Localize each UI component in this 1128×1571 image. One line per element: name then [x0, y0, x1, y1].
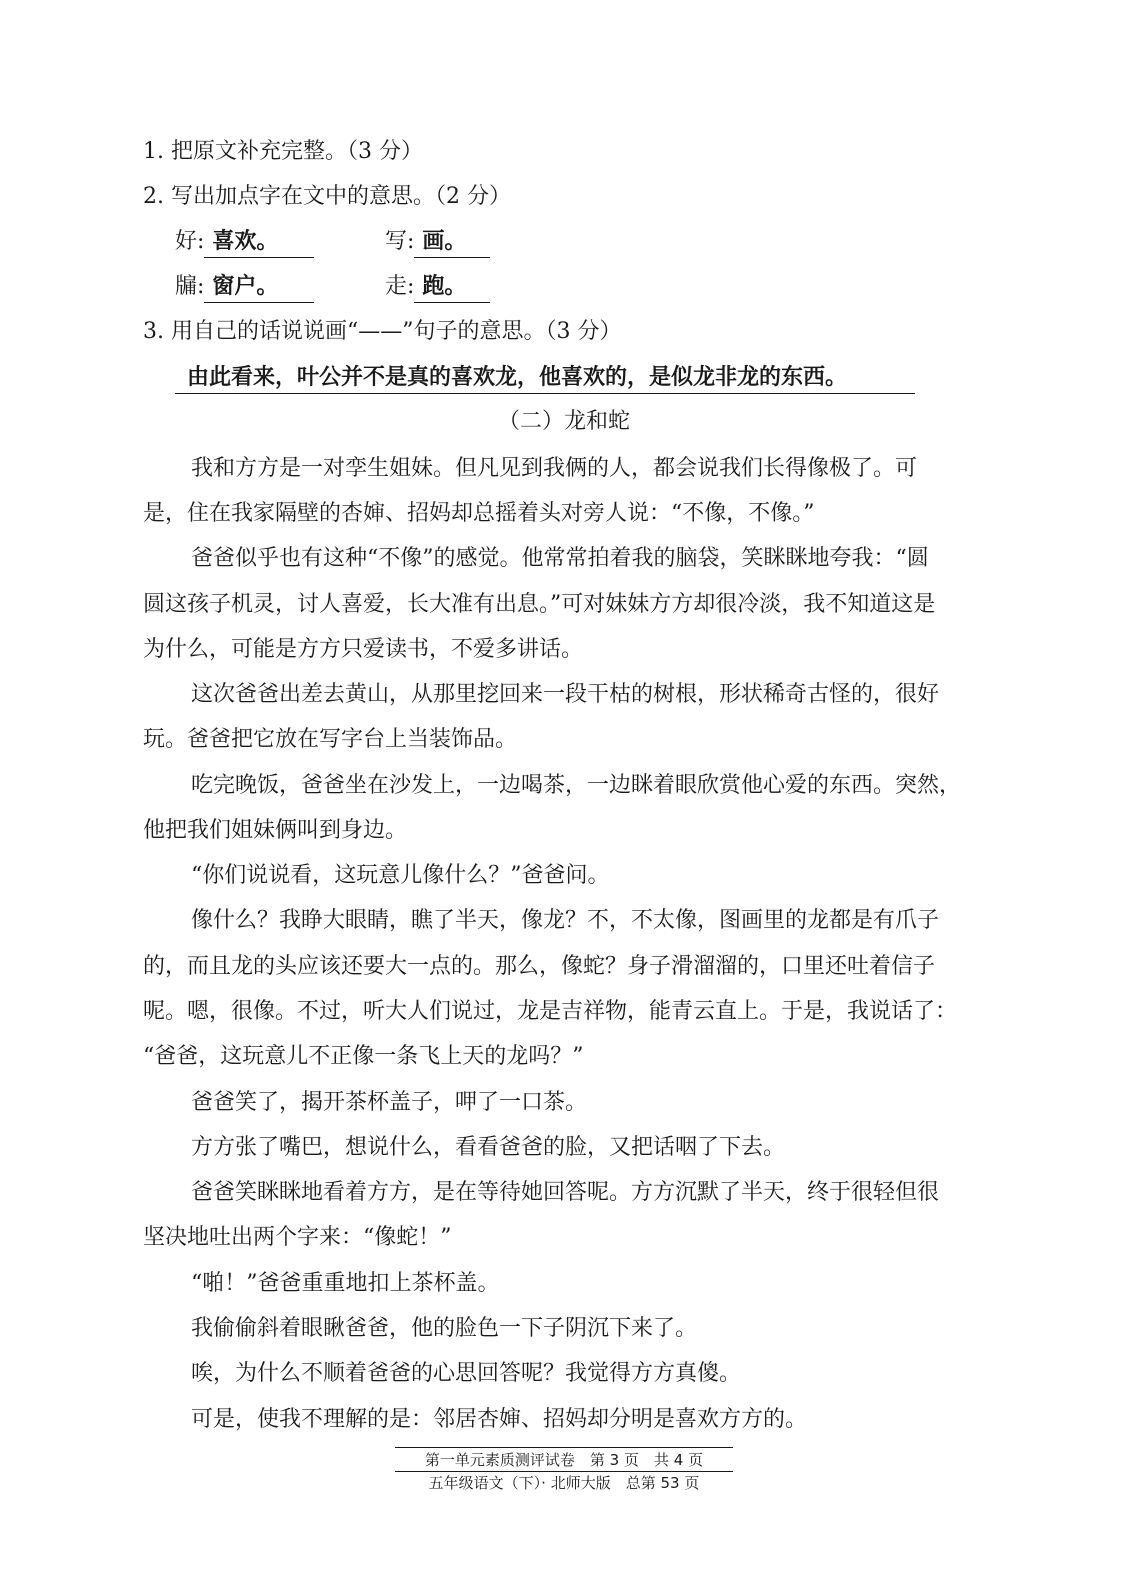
footer-rule	[395, 1447, 733, 1448]
question-1: 1. 把原文补充完整。（3 分）	[143, 139, 423, 164]
q3-answer-field[interactable]: 由此看来，叶公并不是真的喜欢龙，他喜欢的，是似龙非龙的东西。	[175, 363, 915, 394]
paragraph-line: 他把我们姐妹俩叫到身边。	[143, 818, 408, 843]
question-3: 3. 用自己的话说说画“——”句子的意思。（3 分）	[143, 319, 622, 344]
paragraph-line: 的，而且龙的头应该还要大一点的。那么，像蛇？身子滑溜溜的，口里还吐着信子	[143, 954, 936, 979]
paragraph-line: 方方张了嘴巴，想说什么，看看爸爸的脸，又把话咽了下去。	[191, 1135, 786, 1160]
paragraph-line: 玩。爸爸把它放在写字台上当装饰品。	[143, 727, 518, 752]
paragraph-line: 圆这孩子机灵，讨人喜爱，长大准有出息。”可对妹妹方方却很冷淡，我不知道这是	[143, 592, 936, 617]
meaning-row-1	[175, 227, 314, 258]
meaning-answer-field[interactable]: 跑。	[414, 272, 490, 303]
paragraph-line: 这次爸爸出差去黄山，从那里挖回来一段干枯的树根，形状稀奇古怪的，很好	[191, 682, 940, 707]
paragraph-line: 我偷偷斜着眼瞅爸爸，他的脸色一下子阴沉下来了。	[191, 1316, 698, 1341]
paragraph-line: 唉，为什么不顺着爸爸的心思回答呢？我觉得方方真傻。	[191, 1361, 742, 1386]
meaning-row-4	[385, 272, 490, 303]
paragraph-line: 像什么？我睁大眼睛，瞧了半天，像龙？不，不太像，图画里的龙都是有爪子	[191, 908, 940, 933]
meaning-answer-field[interactable]: 窗户。	[204, 272, 314, 303]
paragraph-line: 可是，使我不理解的是：邻居杏婶、招妈却分明是喜欢方方的。	[191, 1407, 808, 1432]
paragraph-line: 爸爸似乎也有这种“不像”的感觉。他常常拍着我的脑袋，笑眯眯地夸我：“圆	[191, 546, 929, 571]
paragraph-line: “你们说说看，这玩意儿像什么？”爸爸问。	[191, 863, 610, 888]
footer-page-info: 第一单元素质测评试卷 第 3 页 共 4 页	[424, 1451, 704, 1469]
paragraph-line: 坚决地吐出两个字来：“像蛇！”	[143, 1225, 452, 1250]
paragraph-line: 爸爸笑眯眯地看着方方，是在等待她回答呢。方方沉默了半天，终于很轻但很	[191, 1180, 940, 1205]
meaning-term: 好:	[175, 229, 205, 254]
paragraph-line: “啪！”爸爸重重地扣上茶杯盖。	[191, 1271, 500, 1296]
question-2: 2. 写出加点字在文中的意思。（2 分）	[143, 184, 511, 209]
section-title: （二）龙和蛇	[497, 409, 630, 434]
paragraph-line: 为什么，可能是方方只爱读书，不爱多讲话。	[143, 637, 584, 662]
paragraph-line: 呢。嗯，很像。不过，听大人们说过，龙是吉祥物，能青云直上。于是，我说话了：	[143, 999, 958, 1024]
meaning-row-3	[175, 272, 314, 303]
footer-rule	[395, 1471, 733, 1472]
meaning-row-2	[385, 227, 490, 258]
paragraph-line: 吃完晚饭，爸爸坐在沙发上，一边喝茶，一边眯着眼欣赏他心爱的东西。突然，	[191, 773, 962, 798]
paragraph-line: 我和方方是一对孪生姐妹。但凡见到我俩的人，都会说我们长得像极了。可	[191, 456, 918, 481]
meaning-answer-field[interactable]: 喜欢。	[204, 227, 314, 258]
paragraph-line: 爸爸笑了，揭开茶杯盖子，呷了一口茶。	[191, 1090, 588, 1115]
meaning-answer-field[interactable]: 画。	[414, 227, 490, 258]
paragraph-line: “爸爸，这玩意儿不正像一条飞上天的龙吗？”	[143, 1044, 584, 1069]
paragraph-line: 是，住在我家隔壁的杏婶、招妈却总摇着头对旁人说：“不像，不像。”	[143, 501, 815, 526]
meaning-term: 牖:	[175, 274, 205, 299]
meaning-term: 写:	[385, 229, 415, 254]
meaning-term: 走:	[385, 274, 415, 299]
footer-book-info: 五年级语文（下）· 北师大版 总第 53 页	[428, 1474, 700, 1492]
